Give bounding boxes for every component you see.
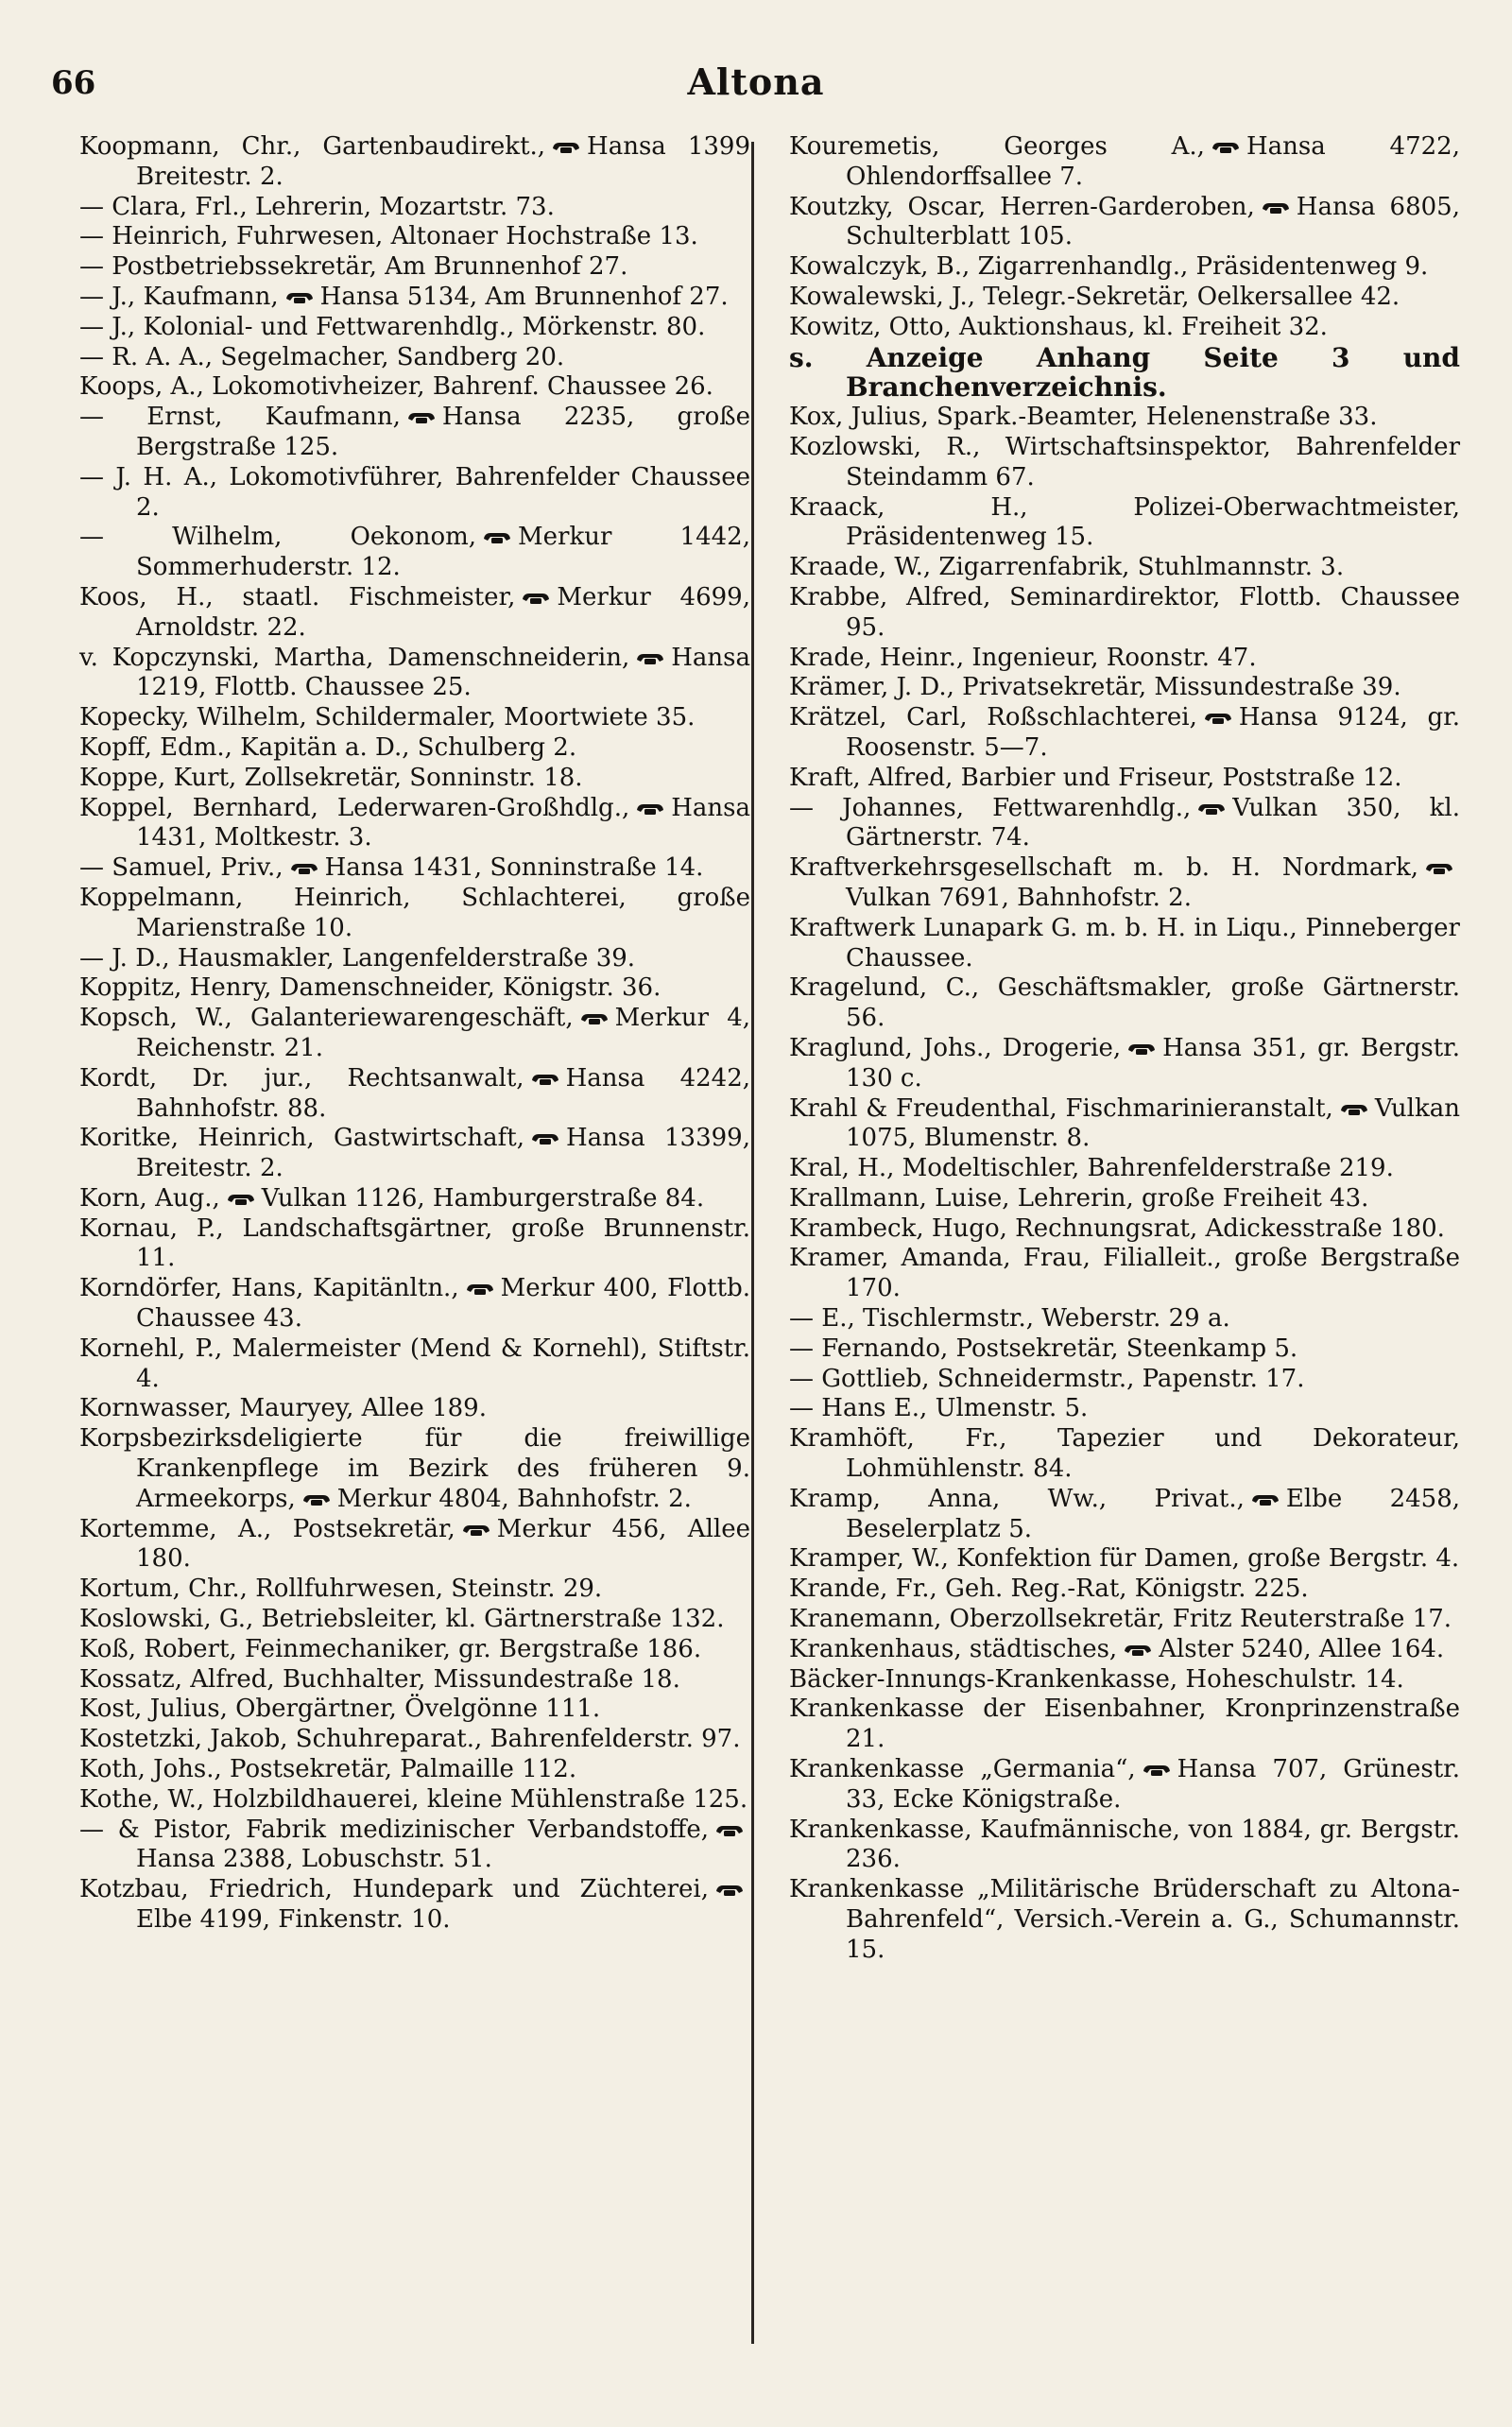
telephone-icon bbox=[635, 801, 665, 817]
entry-text: Krankenkasse der Eisenbahner, Kronprinzenstraße 21. bbox=[789, 1695, 1460, 1754]
directory-entry bbox=[79, 853, 750, 884]
telephone-icon bbox=[1203, 711, 1233, 726]
directory-entry bbox=[79, 1184, 750, 1214]
directory-entry bbox=[789, 283, 1460, 313]
directory-entry bbox=[789, 1034, 1460, 1094]
column-divider bbox=[751, 142, 754, 2344]
entry-text: Korndörfer, Hans, Kapitänltn., bbox=[79, 1274, 459, 1303]
directory-entry bbox=[79, 1785, 750, 1816]
directory-entry bbox=[79, 733, 750, 764]
entry-text: Kraftwerk Lunapark G. m. b. H. in Liqu., Pinneberger Chaussee. bbox=[789, 913, 1460, 973]
entry-text: — Gottlieb, Schneidermstr., Papenstr. 17. bbox=[789, 1364, 1305, 1393]
entry-text: Kortum, Chr., Rollfuhrwesen, Steinstr. 29. bbox=[79, 1575, 603, 1604]
entry-text: Kramper, W., Konfektion für Damen, große Bergstr. 4. bbox=[789, 1544, 1460, 1574]
telephone-icon bbox=[1424, 861, 1454, 876]
directory-entry bbox=[79, 343, 750, 373]
entry-text: Kossatz, Alfred, Buchhalter, Missundestraße 18. bbox=[79, 1664, 680, 1694]
entry-text: Kraade, W., Zigarrenfabrik, Stuhlmannstr. 3. bbox=[789, 553, 1345, 582]
directory-entry bbox=[79, 283, 750, 313]
directory-entry bbox=[79, 794, 750, 854]
telephone-icon bbox=[461, 1523, 491, 1538]
entry-text: Krabbe, Alfred, Seminardirektor, Flottb. Chaussee 95. bbox=[789, 582, 1460, 642]
entry-text-continued: Hansa 5134, Am Brunnenhof 27. bbox=[319, 282, 729, 311]
directory-entry bbox=[79, 764, 750, 794]
entry-text: Kornau, P., Landschaftsgärtner, große Brunnenstr. 11. bbox=[79, 1214, 750, 1273]
entry-text-continued: Hansa 6805, Schulterblatt 105. bbox=[846, 192, 1460, 251]
entry-text-continued: Vulkan 7691, Bahnhofstr. 2. bbox=[846, 883, 1192, 912]
entry-text: — & Pistor, Fabrik medizinischer Verbandstoffe, bbox=[79, 1815, 709, 1844]
entry-text: Kortemme, A., Postsekretär, bbox=[79, 1514, 455, 1543]
entry-text: Kothe, W., Holzbildhauerei, kleine Mühlenstraße 125. bbox=[79, 1784, 748, 1814]
entry-text: Korn, Aug., bbox=[79, 1183, 220, 1213]
directory-entry bbox=[789, 132, 1460, 193]
directory-entry bbox=[79, 1064, 750, 1125]
directory-entry bbox=[789, 1244, 1460, 1304]
directory-entry bbox=[79, 1214, 750, 1275]
telephone-icon bbox=[1339, 1102, 1369, 1117]
directory-entry bbox=[789, 1184, 1460, 1214]
entry-text: Koth, Johs., Postsekretär, Palmaille 112. bbox=[79, 1755, 577, 1784]
entry-text: Kraftverkehrsgesellschaft m. b. H. Nordmark, bbox=[789, 853, 1418, 883]
directory-entry bbox=[789, 644, 1460, 674]
telephone-icon bbox=[284, 290, 315, 305]
entry-text: Kox, Julius, Spark.-Beamter, Helenenstraße 33. bbox=[789, 403, 1378, 432]
telephone-icon bbox=[579, 1011, 610, 1026]
telephone-icon bbox=[1142, 1763, 1172, 1778]
entry-text: Bäcker-Innungs-Krankenkasse, Hoheschulstr. 14. bbox=[789, 1664, 1404, 1694]
directory-entry bbox=[789, 1304, 1460, 1334]
entry-text-continued: Vulkan 350, kl. Gärtnerstr. 74. bbox=[846, 793, 1460, 852]
telephone-icon bbox=[714, 1883, 745, 1898]
entry-text: Krankenkasse „Germania“, bbox=[789, 1755, 1136, 1784]
directory-entry bbox=[79, 1515, 750, 1575]
telephone-icon bbox=[1123, 1643, 1153, 1658]
directory-entry bbox=[789, 1394, 1460, 1424]
directory-entry bbox=[789, 794, 1460, 854]
directory-entry bbox=[79, 1334, 750, 1395]
directory-entry bbox=[789, 1214, 1460, 1245]
entry-text: Kost, Julius, Obergärtner, Övelgönne 111. bbox=[79, 1695, 601, 1724]
directory-entry bbox=[789, 703, 1460, 764]
directory-entry bbox=[789, 1875, 1460, 1965]
directory-entry bbox=[79, 1605, 750, 1635]
directory-entry bbox=[79, 583, 750, 644]
entry-text-continued: Merkur 400, Flottb. Chaussee 43. bbox=[136, 1274, 750, 1334]
page-title: Altona bbox=[687, 60, 825, 103]
directory-entry bbox=[789, 433, 1460, 493]
entry-text-continued: Hansa 2388, Lobuschstr. 51. bbox=[136, 1845, 492, 1874]
directory-entry bbox=[789, 1544, 1460, 1575]
entry-text: Koppelmann, Heinrich, Schlachterei, große Marienstraße 10. bbox=[79, 883, 750, 942]
entry-text-continued: Hansa 1431, Moltkestr. 3. bbox=[136, 793, 750, 852]
directory-entry bbox=[789, 1424, 1460, 1485]
entry-text-continued: Hansa 4242, Bahnhofstr. 88. bbox=[136, 1063, 750, 1123]
telephone-icon bbox=[1126, 1041, 1157, 1057]
entry-text: Kral, H., Modeltischler, Bahrenfelderstraße 219. bbox=[789, 1154, 1394, 1183]
directory-entry bbox=[789, 193, 1460, 253]
entry-text: — Postbetriebssekretär, Am Brunnenhof 27. bbox=[79, 252, 628, 282]
directory-entry bbox=[789, 1365, 1460, 1395]
telephone-icon bbox=[551, 140, 581, 155]
directory-entry bbox=[789, 583, 1460, 644]
entry-text: Koppel, Bernhard, Lederwaren-Großhdlg., bbox=[79, 793, 630, 822]
entry-text: Kostetzki, Jakob, Schuhreparat., Bahrenfelderstr. 97. bbox=[79, 1725, 741, 1754]
directory-entry bbox=[79, 1816, 750, 1876]
entry-text: Kouremetis, Georges A., bbox=[789, 132, 1205, 161]
directory-entry bbox=[789, 853, 1460, 914]
entry-text-continued: Merkur 456, Allee 180. bbox=[136, 1514, 750, 1574]
entry-text-continued: Merkur 4, Reichenstr. 21. bbox=[136, 1004, 750, 1062]
entry-text-continued: Merkur 1442, Sommerhuderstr. 12. bbox=[136, 523, 750, 582]
directory-entry bbox=[789, 764, 1460, 794]
directory-entry bbox=[79, 403, 750, 463]
entry-text: Kornwasser, Mauryey, Allee 189. bbox=[79, 1394, 487, 1423]
directory-entry bbox=[789, 1665, 1460, 1695]
right-column bbox=[789, 132, 1460, 1966]
directory-entry bbox=[79, 884, 750, 944]
entry-text: Korpsbezirksdeligierte für die freiwillige Krankenpflege im Bezirk des früheren 9. Armeekorps, bbox=[79, 1424, 750, 1513]
entry-text: — Wilhelm, Oekonom, bbox=[79, 523, 477, 552]
directory-entry bbox=[79, 1575, 750, 1605]
telephone-icon bbox=[530, 1072, 560, 1087]
entry-text: — R. A. A., Segelmacher, Sandberg 20. bbox=[79, 342, 565, 371]
directory-entry bbox=[789, 1605, 1460, 1635]
directory-entry bbox=[789, 1755, 1460, 1816]
entry-text: Kramp, Anna, Ww., Privat., bbox=[789, 1484, 1245, 1513]
entry-text: Kotzbau, Friedrich, Hundepark und Züchterei, bbox=[79, 1875, 709, 1904]
entry-text: — Fernando, Postsekretär, Steenkamp 5. bbox=[789, 1334, 1298, 1363]
entry-text: Koritke, Heinrich, Gastwirtschaft, bbox=[79, 1124, 524, 1153]
entry-text: — Hans E., Ulmenstr. 5. bbox=[789, 1394, 1089, 1423]
entry-text-continued: Vulkan 1126, Hamburgerstraße 84. bbox=[261, 1183, 705, 1213]
entry-text: Koops, A., Lokomotivheizer, Bahrenf. Chaussee 26. bbox=[79, 372, 713, 402]
entry-text-continued: Elbe 4199, Finkenstr. 10. bbox=[136, 1905, 451, 1935]
directory-entry bbox=[79, 644, 750, 704]
entry-text-continued: Alster 5240, Allee 164. bbox=[1159, 1634, 1445, 1663]
entry-text: Kramhöft, Fr., Tapezier und Dekorateur, Lohmühlenstr. 84. bbox=[789, 1424, 1460, 1484]
entry-text: Kramer, Amanda, Frau, Filialleit., große Bergstraße 170. bbox=[789, 1244, 1460, 1303]
entry-text-continued: Hansa 1399 Breitestr. 2. bbox=[136, 132, 750, 191]
directory-entry bbox=[789, 1816, 1460, 1876]
entry-text: Krankenkasse, Kaufmännische, von 1884, gr. Bergstr. 236. bbox=[789, 1815, 1460, 1874]
entry-text: Koppe, Kurt, Zollsekretär, Sonninstr. 18. bbox=[79, 763, 583, 792]
entry-text: Kragelund, C., Geschäftsmakler, große Gärtnerstr. 56. bbox=[789, 973, 1460, 1033]
entry-text-continued: Hansa 13399, Breitestr. 2. bbox=[136, 1124, 750, 1183]
directory-entry bbox=[789, 1485, 1460, 1545]
entry-text: Krämer, J. D., Privatsekretär, Missundestraße 39. bbox=[789, 673, 1401, 702]
directory-entry bbox=[79, 252, 750, 283]
entry-text: Kraft, Alfred, Barbier und Friseur, Poststraße 12. bbox=[789, 763, 1402, 792]
directory-entry bbox=[79, 1004, 750, 1064]
entry-text: Kopsch, W., Galanteriewarengeschäft, bbox=[79, 1004, 574, 1033]
telephone-icon bbox=[1250, 1492, 1280, 1507]
entry-text: Krambeck, Hugo, Rechnungsrat, Adickesstraße 180. bbox=[789, 1214, 1445, 1243]
directory-entry bbox=[79, 1875, 750, 1936]
entry-text: — Johannes, Fettwarenhdlg., bbox=[789, 793, 1192, 822]
directory-entry bbox=[789, 313, 1460, 343]
entry-text: Krallmann, Luise, Lehrerin, große Freiheit 43. bbox=[789, 1183, 1369, 1213]
entry-text: Kranemann, Oberzollsekretär, Fritz Reuterstraße 17. bbox=[789, 1605, 1452, 1634]
directory-entry bbox=[789, 673, 1460, 703]
entry-text: Kraglund, Johs., Drogerie, bbox=[789, 1033, 1122, 1062]
entry-text: Kowalczyk, B., Zigarrenhandlg., Präsidentenweg 9. bbox=[789, 252, 1429, 282]
entry-text-continued: Hansa 4722, Ohlendorffsallee 7. bbox=[846, 132, 1460, 191]
directory-entry bbox=[79, 944, 750, 974]
entry-text-continued: Merkur 4699, Arnoldstr. 22. bbox=[136, 582, 750, 642]
telephone-icon bbox=[1211, 140, 1241, 155]
entry-text-continued: Hansa 9124, gr. Roosenstr. 5—7. bbox=[846, 703, 1460, 762]
entry-text: — J., Kaufmann, bbox=[79, 282, 279, 311]
entry-text: Kornehl, P., Malermeister (Mend & Kornehl), Stiftstr. 4. bbox=[79, 1334, 750, 1393]
telephone-icon bbox=[1261, 200, 1291, 215]
directory-entry bbox=[79, 1725, 750, 1755]
directory-entry bbox=[789, 1695, 1460, 1755]
telephone-icon bbox=[1196, 801, 1227, 817]
entry-text-continued: Hansa 351, gr. Bergstr. 130 c. bbox=[846, 1033, 1460, 1093]
entry-text: s. Anzeige Anhang Seite 3 und Branchenverzeichnis. bbox=[789, 341, 1460, 404]
entry-text: Koos, H., staatl. Fischmeister, bbox=[79, 582, 516, 611]
directory-entry bbox=[79, 703, 750, 733]
directory-entry bbox=[789, 1154, 1460, 1184]
entry-text-continued: Hansa 2235, große Bergstraße 125. bbox=[136, 403, 750, 461]
entry-text: Koppitz, Henry, Damenschneider, Königstr. 36. bbox=[79, 973, 662, 1003]
entry-text: Kraack, H., Polizei-Oberwachtmeister, Präsidentenweg 15. bbox=[789, 492, 1460, 552]
page-number: 66 bbox=[51, 64, 96, 102]
entry-text: — E., Tischlermstr., Weberstr. 29 a. bbox=[789, 1304, 1230, 1334]
telephone-icon bbox=[635, 651, 665, 666]
directory-entry bbox=[789, 403, 1460, 433]
directory-entry bbox=[79, 313, 750, 343]
telephone-icon bbox=[714, 1823, 745, 1838]
telephone-icon bbox=[521, 591, 551, 606]
entry-text: v. Kopczynski, Martha, Damenschneiderin, bbox=[79, 643, 630, 672]
telephone-icon bbox=[482, 530, 512, 545]
entry-text: Kozlowski, R., Wirtschaftsinspektor, Bahrenfelder Steindamm 67. bbox=[789, 432, 1460, 491]
entry-text: Kowitz, Otto, Auktionshaus, kl. Freiheit 32. bbox=[789, 312, 1328, 341]
entry-text: — J. D., Hausmakler, Langenfelderstraße 39. bbox=[79, 943, 636, 973]
entry-text: — Ernst, Kaufmann, bbox=[79, 403, 401, 432]
directory-entry bbox=[789, 973, 1460, 1034]
entry-text: Kopecky, Wilhelm, Schildermaler, Moortwiete 35. bbox=[79, 703, 696, 732]
entry-text: Koß, Robert, Feinmechaniker, gr. Bergstraße 186. bbox=[79, 1634, 702, 1663]
entry-text: Kopff, Edm., Kapitän a. D., Schulberg 2. bbox=[79, 732, 577, 762]
entry-text: Krahl & Freudenthal, Fischmarinieranstalt, bbox=[789, 1093, 1333, 1123]
entry-text: Koutzky, Oscar, Herren-Garderoben, bbox=[789, 192, 1255, 221]
directory-entry bbox=[789, 1575, 1460, 1605]
left-column bbox=[79, 132, 750, 1936]
directory-entry bbox=[79, 1274, 750, 1334]
directory-entry bbox=[79, 222, 750, 252]
entry-text: Krankenhaus, städtisches, bbox=[789, 1634, 1118, 1663]
entry-text-continued: Elbe 2458, Beselerplatz 5. bbox=[846, 1484, 1460, 1543]
entry-text: Koslowski, G., Betriebsleiter, kl. Gärtnerstraße 132. bbox=[79, 1605, 725, 1634]
directory-entry bbox=[789, 553, 1460, 583]
entry-text-continued: Vulkan 1075, Blumenstr. 8. bbox=[846, 1093, 1460, 1153]
directory-entry bbox=[79, 1665, 750, 1695]
entry-text: Krade, Heinr., Ingenieur, Roonstr. 47. bbox=[789, 643, 1257, 672]
entry-text: — J., Kolonial- und Fettwarenhdlg., Mörkenstr. 80. bbox=[79, 312, 706, 341]
entry-text-continued: Hansa 707, Grünestr. 33, Ecke Königstraße. bbox=[846, 1755, 1460, 1814]
directory-entry bbox=[79, 523, 750, 583]
telephone-icon bbox=[289, 861, 319, 876]
entry-text: Koopmann, Chr., Gartenbaudirekt., bbox=[79, 132, 546, 161]
telephone-icon bbox=[226, 1192, 256, 1207]
entry-text: Kowalewski, J., Telegr.-Sekretär, Oelkersallee 42. bbox=[789, 282, 1400, 311]
entry-text: — J. H. A., Lokomotivführer, Bahrenfelder Chaussee 2. bbox=[79, 462, 750, 522]
directory-entry bbox=[79, 1424, 750, 1514]
telephone-icon bbox=[465, 1282, 495, 1297]
telephone-icon bbox=[406, 410, 437, 425]
entry-text: — Clara, Frl., Lehrerin, Mozartstr. 73. bbox=[79, 192, 555, 221]
directory-entry bbox=[789, 493, 1460, 554]
directory-entry bbox=[79, 372, 750, 403]
telephone-icon bbox=[530, 1131, 560, 1146]
directory-entry bbox=[79, 1695, 750, 1725]
directory-entry bbox=[789, 343, 1460, 404]
entry-text-continued: Hansa 1431, Sonninstraße 14. bbox=[324, 853, 704, 883]
entry-text: — Samuel, Priv., bbox=[79, 853, 284, 883]
directory-entry bbox=[79, 973, 750, 1004]
directory-entry bbox=[79, 1394, 750, 1424]
entry-text: — Heinrich, Fuhrwesen, Altonaer Hochstraße 13. bbox=[79, 222, 698, 251]
directory-entry bbox=[789, 252, 1460, 283]
directory-entry bbox=[79, 1124, 750, 1184]
entry-text-continued: Merkur 4804, Bahnhofstr. 2. bbox=[336, 1484, 692, 1513]
directory-entry bbox=[789, 1334, 1460, 1365]
directory-entry bbox=[789, 1094, 1460, 1155]
directory-entry bbox=[79, 1755, 750, 1785]
directory-entry bbox=[789, 1635, 1460, 1665]
directory-entry bbox=[79, 463, 750, 524]
entry-text: Krätzel, Carl, Roßschlachterei, bbox=[789, 703, 1197, 732]
directory-entry bbox=[79, 193, 750, 223]
entry-text-continued: Hansa 1219, Flottb. Chaussee 25. bbox=[136, 643, 750, 702]
entry-text: Kordt, Dr. jur., Rechtsanwalt, bbox=[79, 1063, 524, 1093]
entry-text: Krande, Fr., Geh. Reg.-Rat, Königstr. 225. bbox=[789, 1575, 1309, 1604]
directory-entry bbox=[79, 132, 750, 193]
directory-entry bbox=[789, 914, 1460, 974]
telephone-icon bbox=[301, 1492, 332, 1507]
directory-entry bbox=[79, 1635, 750, 1665]
entry-text: Krankenkasse „Militärische Brüderschaft zu Altona-Bahrenfeld“, Versich.-Verein a. G., Schumannstr. 15. bbox=[789, 1875, 1460, 1964]
